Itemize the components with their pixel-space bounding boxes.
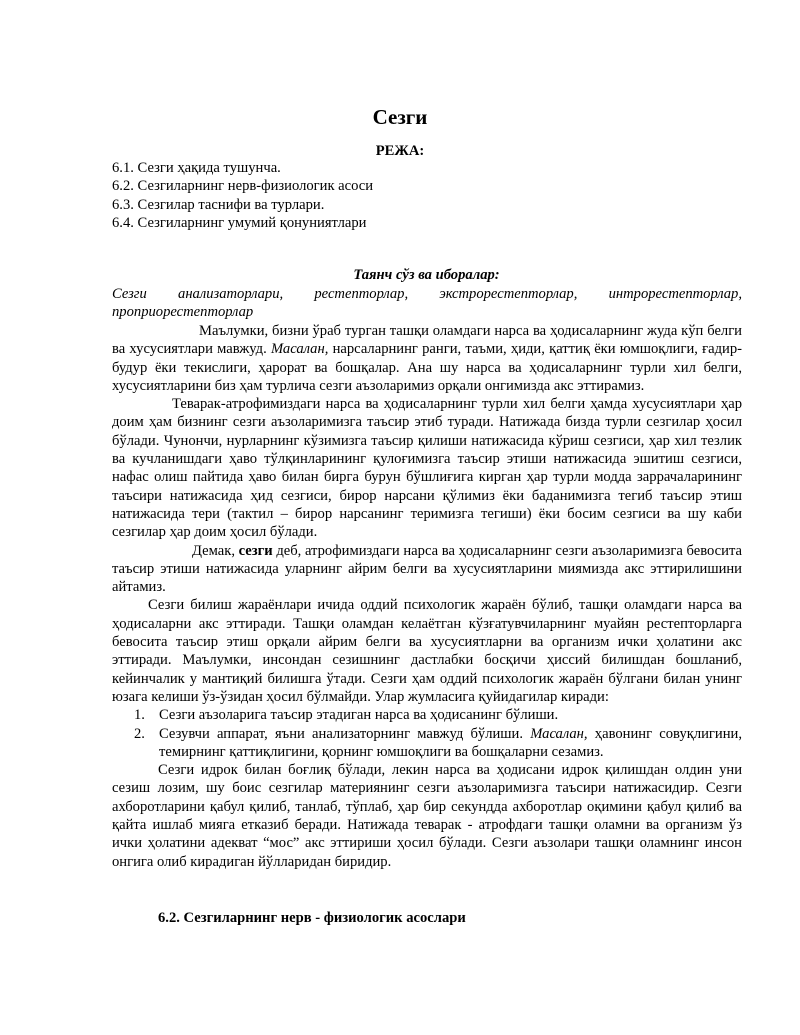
paragraph-2: Теварак-атрофимиздаги нарса ва ҳодисаларнинг турли хил белги ҳамда хусусиятлари ҳар доим ҳам бизнинг сезги аъзоларимизга таъсир этиб туради. Натижада бизда турли сезгилар ҳосил бўлади. Чунончи, нурларнинг кўзимизга таъсир қилиши натижасида кўриш сезгиси, ҳар хил тезлик ва кучланишдаги ҳаво тўлқинларининг қулоғимизга таъсир этиши натижасида эшитиш сезгиси, нафас олиш пайтида ҳаво билан бирга бурун бўшлиғига кирган ҳар турли модда заррачаларининг таъсири натижасида ҳид сезгиси, бирор нарсани қўлимиз ёки баданимизга тегиб таъсир этиш натижасида тери (тактил – бирор нарсанинг теримизга тегиши) ёки босим сезгиси ва шу каби сезгилар ҳар доим ҳосил бўлади. <box>112 396 742 541</box>
plan-heading: РЕЖА: <box>375 143 425 159</box>
paragraph-5: Сезги идрок билан боғлиқ бўлади, лекин нарса ва ҳодисани идрок қилишдан олдин уни сезиш лозим, шу боис сезгилар материянинг сезги аъзоларимизга таъсири натижасидир. Сезги ахборотларини қабул қилиб, танлаб, тўплаб, ҳар бир секундда ахборотлар оқимини қабул қилиб ва қайта ишлаб мияга етказиб беради. Натижада теварак - атрофдаги ташқи оламни ва организм ўз ички ҳолатини адекват “мос” акс эттириши ҳосил бўлади. Сезги аъзолари ташқи оламнинг инсон онгига олиб кирадиган йўлларидан биридир. <box>112 762 742 870</box>
paragraph-4: Сезги билиш жараёнлари ичида оддий психологик жараён бўлиб, ташқи оламдаги нарса ва ҳодисаларни акс эттиради. Ташқи оламдан келаётган кўзғатувчиларнинг муайян рестепторларга бевосита таъсир этиш орқали айрим белги ва хусусиятларни ва организм ички ҳолатини акс эттиради. Маълумки, инсондан сезишнинг дастлабки босқичи ҳиссий билишдан бошланиб, кейинчалик у мантиқий билишга ўтади. Сезги ҳам оддий психологик жараён бўлгани билан унинг юзага келиши ўз-ўзидан ҳосил бўлмайди. Улар жумласига қуйидагилар киради: <box>112 597 742 705</box>
list-item: 1. Сезги аъзоларига таъсир этадиган нарса ва ҳодисанинг бўлиши. <box>134 707 559 724</box>
plan-item: 6.3. Сезгилар таснифи ва турлари. <box>112 196 325 213</box>
document-body <box>112 322 742 871</box>
keywords-heading: Таянч сўз ва иборалар: <box>353 267 500 283</box>
plan-item: 6.2. Сезгиларнинг нерв-физиологик асоси <box>112 178 374 195</box>
plan-item: 6.4. Сезгиларнинг умумий қонуниятлари <box>112 214 367 231</box>
paragraph-1: Маълумки, бизни ўраб турган ташқи оламдаги нарса ва ҳодисаларнинг жуда кўп белги ва хусусиятлари мавжуд. Масалан, нарсаларнинг ранги, таъми, ҳиди, қаттиқ ёки юмшоқлиги, ғадир-будур ёки текислиги, ҳарорат ва бошқалар. Ана шу нарса ва ҳодисаларнинг турли хил белги, хусусиятларини биз ҳам турлича сезги аъзоларимиз орқали онгимизда акс эттирамиз. <box>112 323 742 394</box>
paragraph-3: Демак, сезги деб, атрофимиздаги нарса ва ҳодисаларнинг сезги аъзоларимизга бевосита таъсир этиши натижасида уларнинг айрим белги ва хусусиятларини миямизда акс эттирилишини айтамиз. <box>112 542 742 596</box>
section-heading: 6.2. Сезгиларнинг нерв - физиологик асослари <box>158 910 466 926</box>
condition-list <box>112 706 742 761</box>
list-item: 2. Сезувчи аппарат, яъни анализаторнинг мавжуд бўлиши. Масалан, ҳавонинг совуқлигини, темирнинг қаттиқлигини, қорнинг юмшоқлиги ва бошқаларни сезамиз. <box>134 725 742 760</box>
keywords-text: Сезги анализаторлари, рестепторлар, экстрорестепторлар, интрорестепторлар, проприорестепторлар <box>112 286 742 321</box>
plan-list <box>112 159 742 232</box>
plan-item: 6.1. Сезги ҳақида тушунча. <box>112 160 281 176</box>
document-title: Сезги <box>372 105 428 129</box>
